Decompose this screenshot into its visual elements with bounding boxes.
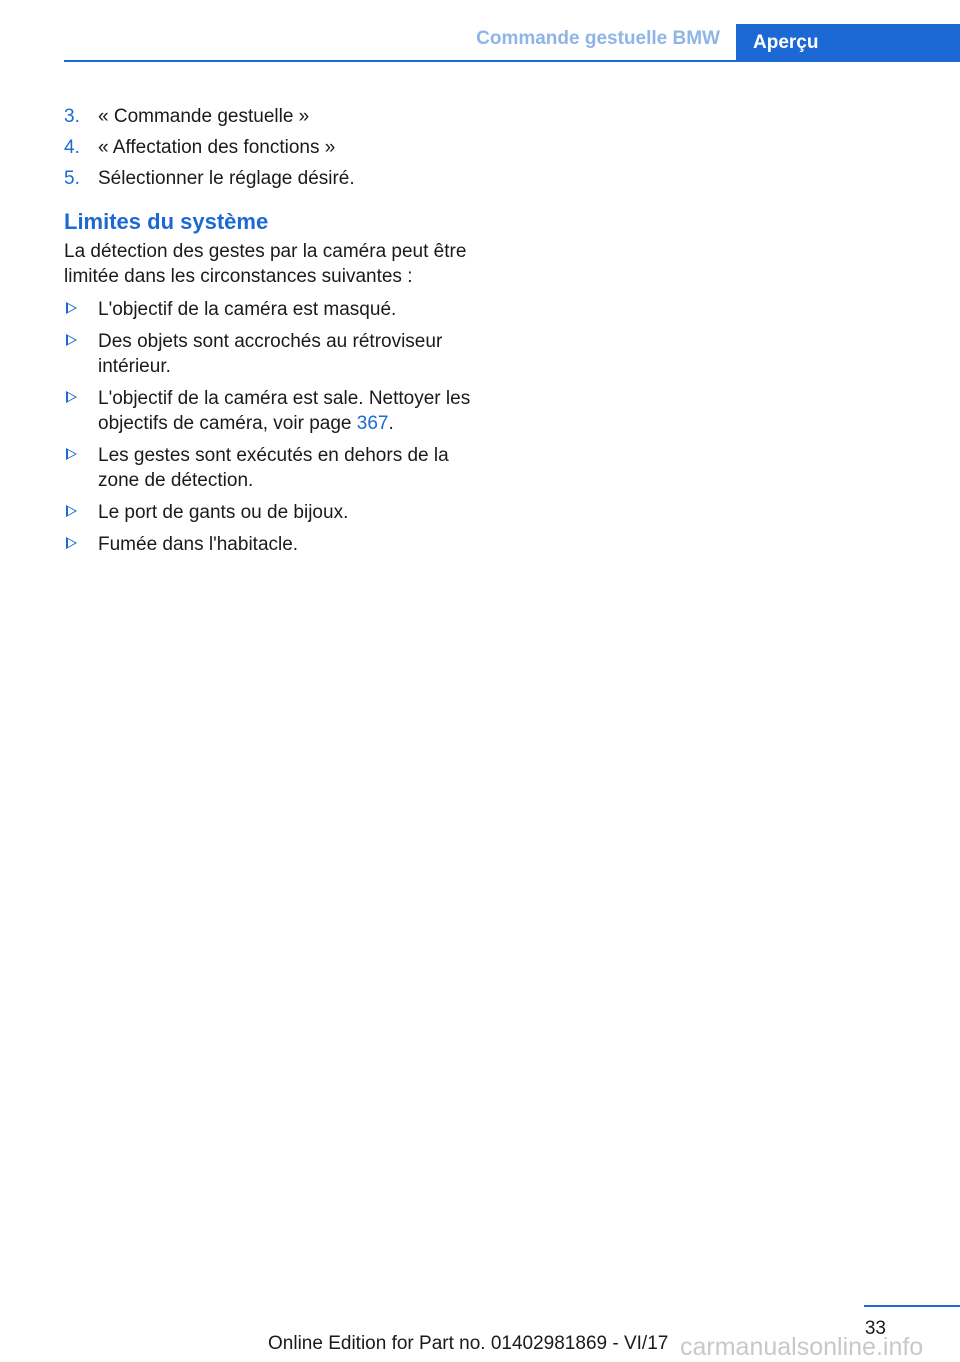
list-item <box>64 532 484 557</box>
list-item-text: Le port de gants ou de bijoux. <box>98 502 349 523</box>
page-number: 33 <box>864 1318 886 1339</box>
section-title: Commande gestuelle BMW <box>476 28 720 49</box>
watermark: carmanualsonline.info <box>680 1333 924 1361</box>
step-text: « Affectation des fonctions » <box>98 137 336 158</box>
list-item-text: L'objectif de la caméra est masqué. <box>98 299 397 320</box>
list-item-text: Des objets sont accrochés au rétroviseur intérieur. <box>98 331 443 377</box>
limitation-list <box>64 297 484 557</box>
triangle-bullet-icon <box>66 505 77 517</box>
list-item-text: Les gestes sont exécutés en dehors de la zone de détection. <box>98 445 449 491</box>
step-text: « Commande gestuelle » <box>98 106 310 127</box>
page-content <box>64 104 484 564</box>
step-number: 4. <box>64 137 80 158</box>
step-item <box>64 104 484 129</box>
list-item <box>64 443 484 493</box>
section-heading: Limites du système <box>64 209 269 234</box>
edition-note: Online Edition for Part no. 01402981869 - VI/17 <box>268 1333 669 1354</box>
list-item-text-end: . <box>388 413 394 434</box>
triangle-bullet-icon <box>66 334 77 346</box>
footer-divider <box>864 1305 960 1307</box>
triangle-bullet-icon <box>66 537 77 549</box>
step-item <box>64 166 484 191</box>
list-item <box>64 500 484 525</box>
list-item <box>64 297 484 322</box>
list-item <box>64 386 484 436</box>
triangle-bullet-icon <box>66 448 77 460</box>
chapter-tab[interactable]: Aperçu <box>736 24 960 62</box>
header-divider <box>64 60 960 62</box>
triangle-bullet-icon <box>66 391 77 403</box>
list-item-text: L'objectif de la caméra est sale. Nettoyer les objectifs de caméra, voir page <box>98 388 471 434</box>
page-header <box>0 24 960 62</box>
step-number: 3. <box>64 106 80 127</box>
step-list <box>64 104 484 191</box>
step-number: 5. <box>64 168 80 189</box>
step-text: Sélectionner le réglage désiré. <box>98 168 355 189</box>
triangle-bullet-icon <box>66 302 77 314</box>
section-intro: La détection des gestes par la caméra peut être limitée dans les circonstances suivantes : <box>64 241 467 287</box>
list-item-text: Fumée dans l'habitacle. <box>98 534 299 555</box>
page-reference-link[interactable]: 367 <box>356 413 389 434</box>
step-item <box>64 135 484 160</box>
list-item <box>64 329 484 379</box>
